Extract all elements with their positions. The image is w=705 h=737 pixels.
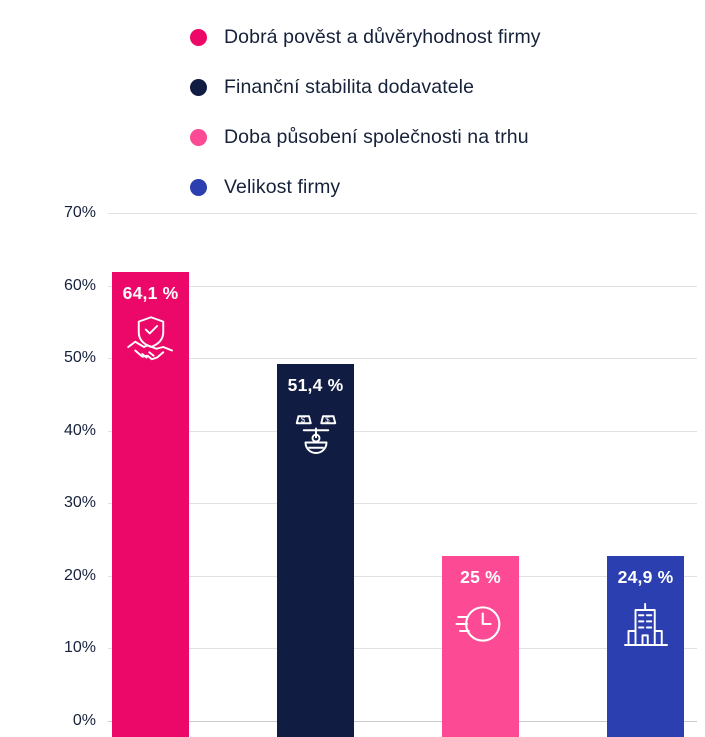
svg-text:$: $ <box>324 415 330 425</box>
bar-value-label: 25 % <box>460 566 501 587</box>
legend-item-label: Velikost firmy <box>224 175 341 198</box>
svg-text:$: $ <box>300 415 305 425</box>
legend-color-swatch <box>190 179 207 196</box>
bar-series <box>108 205 697 737</box>
y-axis-tick-label: 10% <box>63 639 96 657</box>
legend-item <box>190 62 690 112</box>
y-axis-tick-label: 40% <box>63 421 96 439</box>
legend-item <box>190 112 690 162</box>
y-axis-tick-label: 70% <box>63 204 96 221</box>
legend-color-swatch <box>190 79 207 96</box>
chart-legend <box>190 12 690 212</box>
scales-money-icon <box>288 404 344 460</box>
y-axis-tick-label: 50% <box>63 349 96 367</box>
legend-color-swatch <box>190 29 207 46</box>
bar-value-label: 24,9 % <box>617 567 674 588</box>
building-icon <box>618 596 674 652</box>
bar-value-label: 51,4 % <box>287 374 344 395</box>
legend-item-label: Doba působení společnosti na trhu <box>224 125 529 148</box>
y-axis-tick-label: 60% <box>63 276 96 294</box>
bar <box>607 556 684 737</box>
plot-area <box>0 205 705 737</box>
clock-icon <box>453 596 509 652</box>
y-axis-tick-label: 0% <box>72 712 96 729</box>
legend-item-label: Finanční stabilita dodavatele <box>224 75 475 98</box>
y-axis-tick-label: 20% <box>63 566 96 584</box>
bar <box>442 556 519 737</box>
y-axis-tick-label: 30% <box>63 494 96 512</box>
y-axis <box>0 205 108 737</box>
bar <box>112 272 189 737</box>
legend-item-label: Dobrá pověst a důvěryhodnost firmy <box>224 25 541 48</box>
legend-color-swatch <box>190 129 207 146</box>
bar-value-label: 64,1 % <box>122 282 179 303</box>
handshake-shield-icon <box>123 312 179 368</box>
bar <box>277 364 354 737</box>
legend-item <box>190 12 690 62</box>
